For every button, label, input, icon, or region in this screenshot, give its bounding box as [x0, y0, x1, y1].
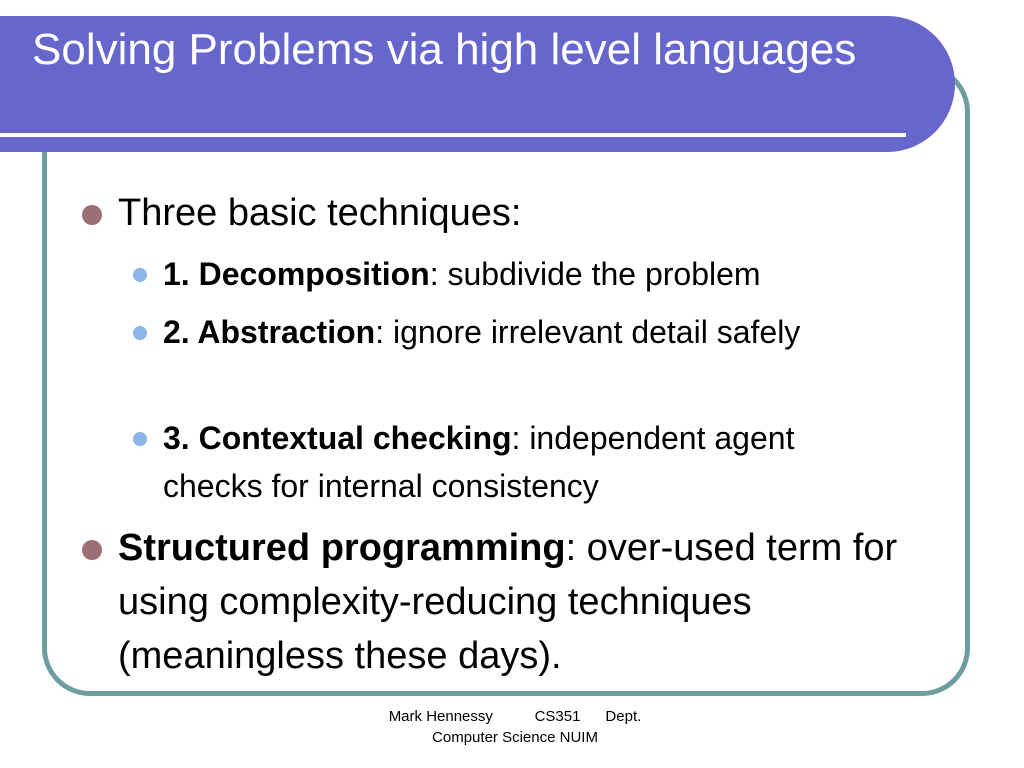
slide-footer	[330, 706, 700, 748]
bullet-dot-icon	[82, 540, 102, 560]
bullet-dot-icon	[82, 205, 102, 225]
definition-decomposition: : subdivide the problem	[429, 256, 761, 292]
footer-department: Computer Science NUIM	[432, 729, 598, 746]
definition-abstraction: : ignore irrelevant detail safely	[375, 314, 801, 350]
sub-bullet-dot-icon	[133, 432, 147, 446]
definition-contextual-checking: : independent agent checks for internal consistency	[163, 420, 795, 504]
term-decomposition: 1. Decomposition	[163, 256, 430, 292]
term-structured-programming: Structured programming	[118, 527, 566, 569]
definition-structured-programming: : over-used term for using complexity-reducing techniques (meaningless these days).	[118, 527, 898, 677]
bullet-text: Three basic techniques:	[118, 192, 522, 234]
sub-bullet-dot-icon	[133, 268, 147, 282]
term-abstraction: 2. Abstraction	[163, 314, 376, 350]
slide-title: Solving Problems via high level languages	[32, 25, 857, 74]
sub-bullet-dot-icon	[133, 326, 147, 340]
footer-author-course: Mark Hennessy CS351 Dept.	[388, 708, 642, 725]
term-contextual-checking: 3. Contextual checking	[163, 420, 512, 456]
